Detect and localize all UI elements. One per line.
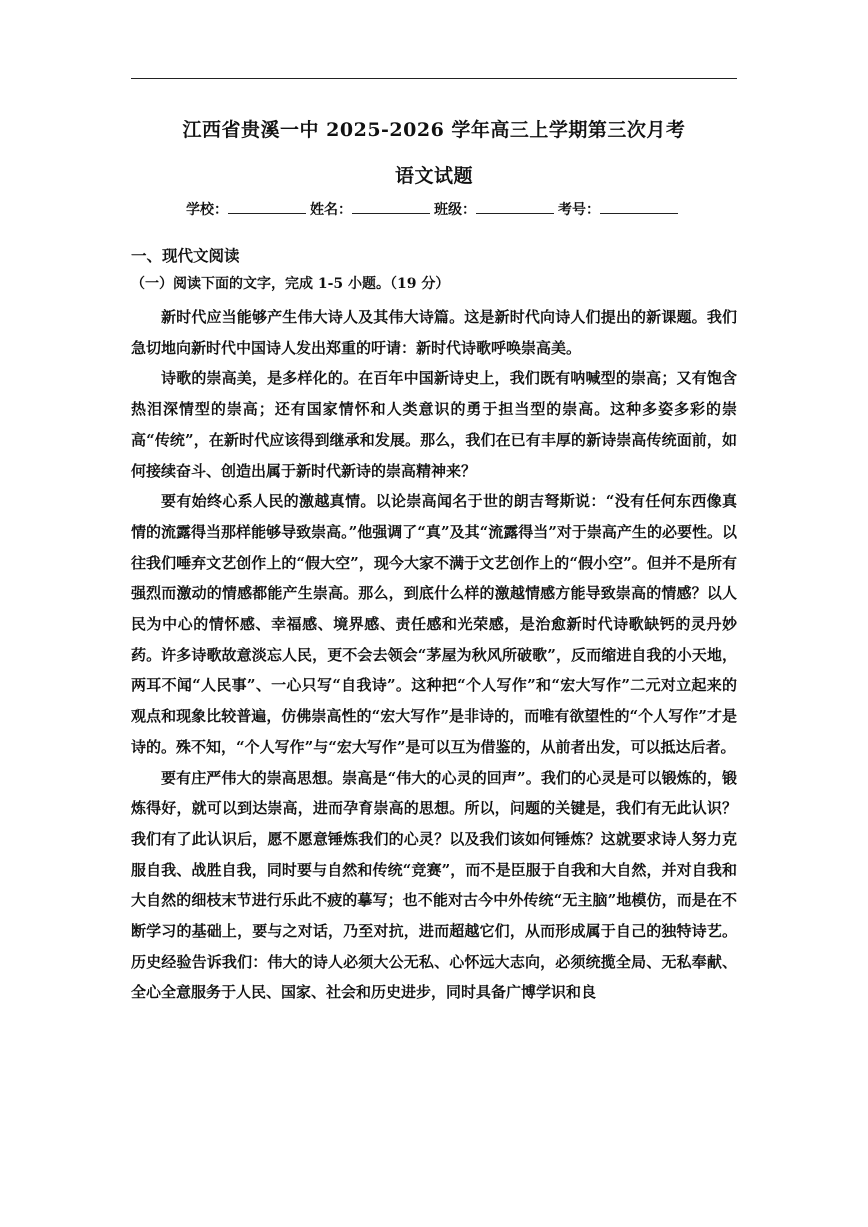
name-blank[interactable]: [352, 199, 430, 214]
school-label: 学校：: [186, 202, 228, 218]
passage-paragraph-1: 新时代应当能够产生伟大诗人及其伟大诗篇。这是新时代向诗人们提出的新课题。我们急切地向新时代中国诗人发出郑重的吁请：新时代诗歌呼唤崇高美。: [131, 308, 737, 357]
exam-number-label: 考号：: [558, 202, 600, 218]
header-rule: [131, 78, 737, 79]
class-blank[interactable]: [476, 199, 554, 214]
name-label: 姓名：: [310, 202, 352, 218]
document-subtitle: 语文试题: [394, 165, 473, 187]
exam-number-blank[interactable]: [600, 199, 678, 214]
passage-paragraph-2: 诗歌的崇高美，是多样化的。在百年中国新诗史上，我们既有呐喊型的崇高；又有饱含热泪深情型的崇高；还有国家情怀和人类意识的勇于担当型的崇高。这种多姿多彩的崇高“传统”，在新时代应该得到继承和发展。那么，我们在已有丰厚的新诗崇高传统面前，如何接续奋斗、创造出属于新时代新诗的崇高精神来？: [131, 369, 737, 480]
reading-passage: [131, 302, 737, 1008]
section-subheading: （一）阅读下面的文字，完成 1-5 小题。（19 分）: [131, 276, 450, 292]
document-title: 江西省贵溪一中 2025-2026 学年高三上学期第三次月考: [182, 119, 686, 141]
class-label: 班级：: [434, 202, 476, 218]
student-info-line: [0, 199, 868, 219]
section-heading: 一、现代文阅读: [131, 246, 240, 265]
school-blank[interactable]: [228, 199, 306, 214]
passage-paragraph-4: 要有庄严伟大的崇高思想。崇高是“伟大的心灵的回声”。我们的心灵是可以锻炼的，锻炼得好，就可以到达崇高，进而孕育崇高的思想。所以，问题的关键是，我们有无此认识？我们有了此认识后，愿不愿意锤炼我们的心灵？以及我们该如何锤炼？这就要求诗人努力克服自我、战胜自我，同时要与自然和传统“竞赛”，而不是臣服于自我和大自然，并对自我和大自然的细枝末节进行乐此不疲的摹写；也不能对古今中外传统“无主脑”地模仿，而是在不断学习的基础上，要与之对话，乃至对抗，进而超越它们，从而形成属于自己的独特诗艺。历史经验告诉我们：伟大的诗人必须大公无私、心怀远大志向，必须统揽全局、无私奉献、全心全意服务于人民、国家、社会和历史进步，同时具备广博学识和良: [131, 768, 737, 1002]
passage-paragraph-3: 要有始终心系人民的激越真情。以论崇高闻名于世的朗吉弩斯说：“没有任何东西像真情的流露得当那样能够导致崇高。”他强调了“真”及其“流露得当”对于崇高产生的必要性。以往我们唾弃文艺创作上的“假大空”，现今大家不满于文艺创作上的“假小空”。但并不是所有强烈而激动的情感都能产生崇高。那么，到底什么样的激越情感方能导致崇高的情感？以人民为中心的情怀感、幸福感、境界感、责任感和光荣感，是治愈新时代诗歌缺钙的灵丹妙药。许多诗歌故意淡忘人民，更不会去领会“茅屋为秋风所破歌”，反而缩进自我的小天地，两耳不闻“人民事”、一心只写“自我诗”。这种把“个人写作”和“宏大写作”二元对立起来的观点和现象比较普遍，仿佛崇高性的“宏大写作”是非诗的，而唯有欲望性的“个人写作”才是诗的。殊不知，“个人写作”与“宏大写作”是可以互为借鉴的，从前者出发，可以抵达后者。: [131, 492, 737, 756]
